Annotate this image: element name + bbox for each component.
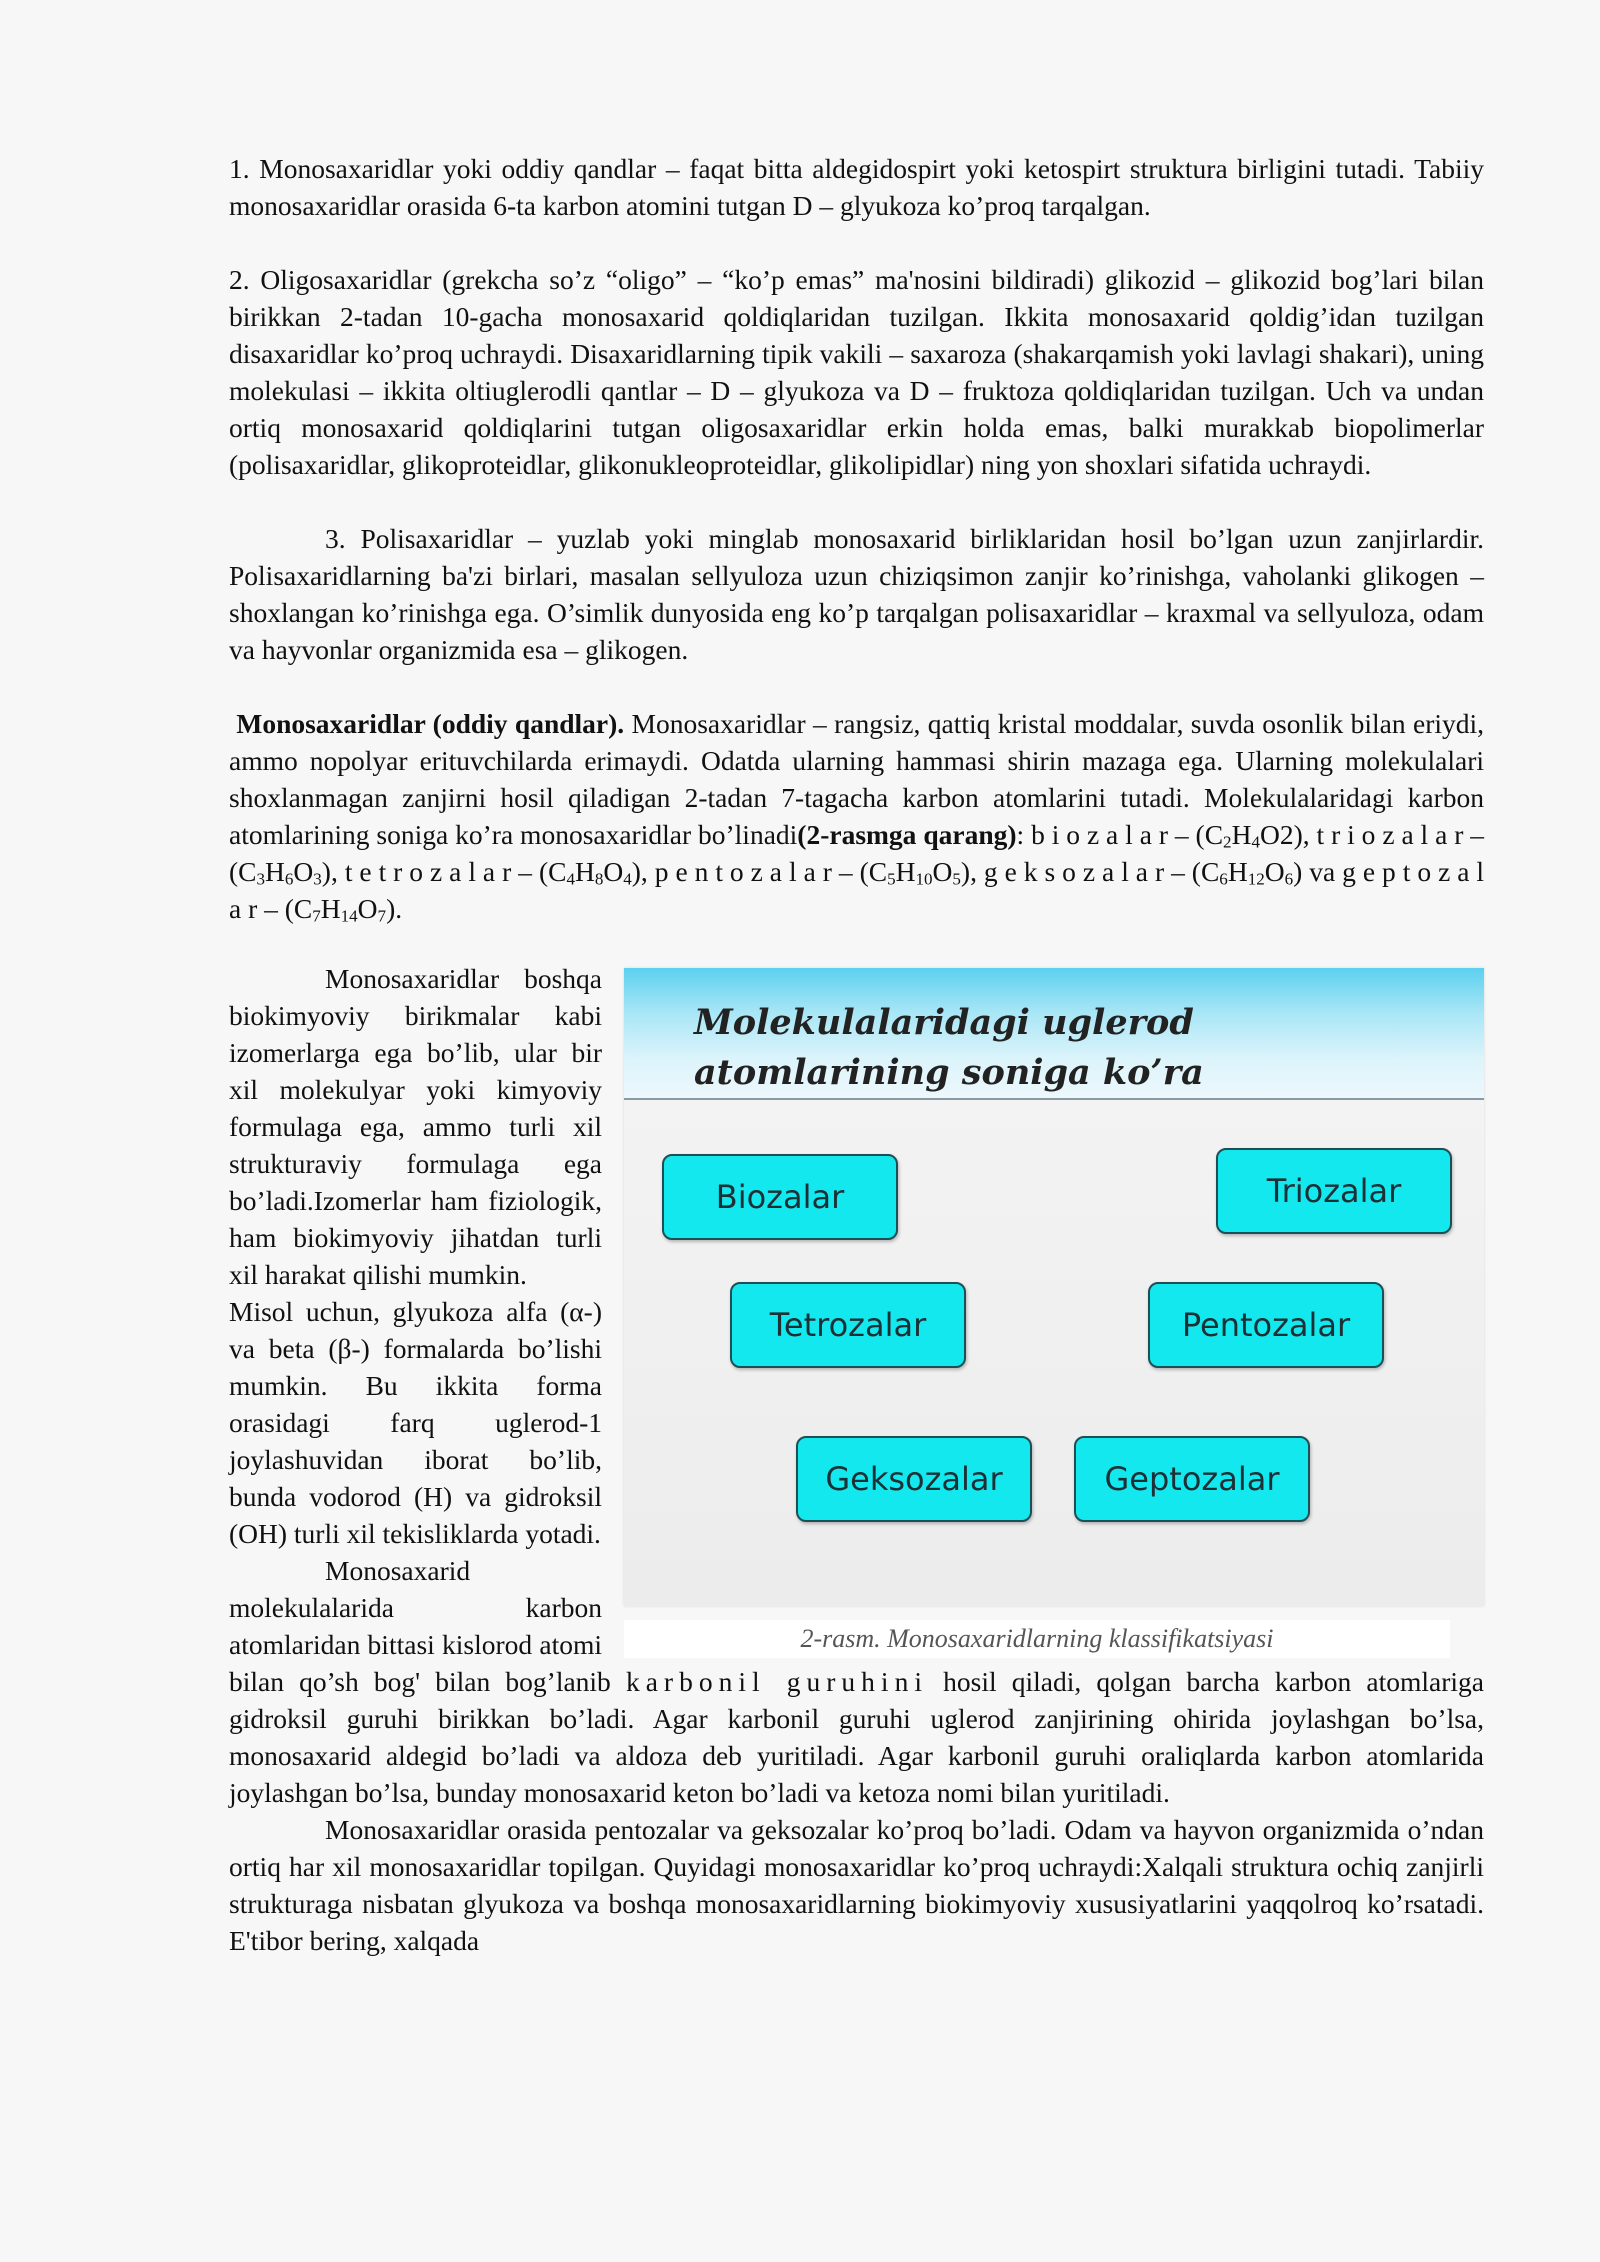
paragraph-alpha-beta: Misol uchun, glyukoza alfa (α-) va beta (β-) formalarda bo’lishi mumkin. Bu ikkita forma orasidagi farq uglerod-1 joylashuvidan iborat bo’lib, bunda vodorod (H) va gidroksil (OH) turli xil tekisliklarda yotadi. [229, 1296, 602, 1549]
document-body [229, 150, 1484, 1959]
class-triozalar: t r i o z a l a r [1316, 819, 1464, 850]
formula-geksozalar: $(C_6H_{12}O_6)$ [1191, 856, 1303, 889]
box-geksozalar: Geksozalar [796, 1436, 1032, 1522]
box-biozalar: Biozalar [662, 1154, 898, 1240]
class-geptozalar: g e p t o z a l a r [229, 856, 1485, 924]
section-heading: Monosaxaridlar (oddiy qandlar). [236, 708, 625, 739]
figure-image [624, 968, 1484, 1606]
paragraph-carbonyl: Monosaxarid molekulalarida karbon atomlaridan bittasi kislorod atomi bilan qo’sh bog' bilan bog’lanib karbonil guruhini hosil qiladi, qolgan barcha karbon atomlariga gidroksil guruhi birikkan bo’ladi. Agar karbonil guruhi uglerod zanjirining ohirida joylashgan bo’lsa, monosaxarid aldegid bo’ladi va aldoza deb yuritiladi. Agar karbonil guruhi oraliqlarda karbon atomlarida joylashgan bo’lsa, bunday monosaxarid keton bo’ladi va ketoza nomi bilan yuritiladi. [229, 1555, 1484, 1808]
formula-triozalar: $(C_3H_6O_3)$ [229, 856, 331, 889]
box-geptozalar: Geptozalar [1074, 1436, 1310, 1522]
paragraph-monosaccharides-section: Monosaxaridlar (oddiy qandlar). Monosaxaridlar – rangsiz, qattiq kristal moddalar, suvda osonlik bilan eriydi, ammo nopolyar erituvchilarda erimaydi. Odatda ularning hammasi shirin mazaga ega. Ularning molekulalari shoxlanmagan zanjirni hosil qiladigan 2-tadan 7-tagacha karbon atomlarini tutadi. Molekulalaridagi karbon atomlarining soniga ko’ra monosaxaridlar bo’linadi(2-rasmga qarang): b i o z a l a r – $(C_2H_4O2)$, t r i o z a l a r – $(C_3H_6O_3)$, t e t r o z a l a r – $(C_4H_8O_4)$, p e n t o z a l a r – $(C_5H_{10}O_5)$, g e k s o z a l a r – $(C_6H_{12}O_6)$ va g e p t o z a l a r – $(C_7H_{14}O_7)$. [229, 708, 1485, 926]
term-carbonyl-group: karbonil guruhini [625, 1666, 928, 1697]
paragraph-isomers: Monosaxaridlar boshqa biokimyoviy birikmalar kabi izomerlarga ega bo’lib, ular bir xil molekulyar yoki kimyoviy formulaga ega, ammo turli xil strukturaviy formulaga ega bo’ladi.Izomerlar ham fiziologik, ham biokimyoviy jihatdan turli xil harakat qilishi mumkin. [229, 963, 602, 1290]
paragraph-oligosaccharides: 2. Oligosaxaridlar (grekcha so’z “oligo” – “ko’p emas” ma'nosini bildiradi) glikozid – glikozid bog’lari bilan birikkan 2-tadan 10-gacha monosaxarid qoldiqlaridan tuzilgan. Ikkita monosaxarid qoldig’idan tuzilgan disaxaridlar ko’proq uchraydi. Disaxaridlarning tipik vakili – saxaroza (shakarqamish yoki lavlagi shakari), uning molekulasi – ikkita oltiuglerodli qantlar – D – glyukoza va D – fruktoza qoldiqlaridan tuzilgan. Uch va undan ortiq monosaxarid qoldiqlarini tutgan oligosaxaridlar erkin holda emas, balki murakkab biopolimerlar (polisaxaridlar, glikoproteidlar, glikonukleoproteidlar, glikolipidlar) ning yon shoxlari sifatida uchraydi. [229, 264, 1484, 480]
formula-biozalar: $(C_2H_4O2)$ [1195, 819, 1303, 852]
class-biozalar: b i o z a l a r [1031, 819, 1168, 850]
figure-classification [624, 968, 1484, 1658]
box-tetrozalar: Tetrozalar [730, 1282, 966, 1368]
formula-geptozalar: $(C_7H_{14}O_7)$ [284, 893, 396, 926]
box-triozalar: Triozalar [1216, 1148, 1452, 1234]
class-geksozalar: g e k s o z a l a r [983, 856, 1165, 887]
figure-caption: 2-rasm. Monosaxaridlarning klassifikatsiyasi [624, 1620, 1450, 1658]
formula-tetrozalar: $(C_4H_8O_4)$ [538, 856, 641, 889]
class-tetrozalar: t e t r o z a l a r [344, 856, 512, 887]
formula-pentozalar: $(C_5H_{10}O_5)$ [859, 856, 971, 889]
class-pentozalar: p e n t o z a l a r [654, 856, 832, 887]
figure-header [624, 968, 1484, 1100]
paragraph-polysaccharides: 3. Polisaxaridlar – yuzlab yoki minglab monosaxarid birliklaridan hosil bo’lgan uzun zanjirlardir. Polisaxaridlarning ba'zi birlari, masalan sellyuloza uzun chiziqsimon zanjir ko’rinishga, vaholanki glikogen – shoxlangan ko’rinishga ega. O’simlik dunyosida eng ko’p tarqalgan polisaxaridlar – kraxmal va sellyuloza, odam va hayvonlar organizmida esa – glikogen. [229, 523, 1484, 665]
paragraph-pentoses-hexoses: Monosaxaridlar orasida pentozalar va geksozalar ko’proq bo’ladi. Odam va hayvon organizmida o’ndan ortiq har xil monosaxaridlar topilgan. Quyidagi monosaxaridlar ko’proq uchraydi:Xalqali struktura ochiq zanjirli strukturaga nisbatan glyukoza va boshqa monosaxaridlarning biokimyoviy xususiyatlarini yaqqolroq ko’rsatadi. E'tibor bering, xalqada [229, 1814, 1484, 1956]
box-pentozalar: Pentozalar [1148, 1282, 1384, 1368]
figure-reference: (2-rasmga qarang) [797, 819, 1017, 850]
figure-title: Molekulalaridagi uglerod atomlarining soniga ko’ra [694, 1002, 1204, 1093]
paragraph-monosaccharides-intro: 1. Monosaxaridlar yoki oddiy qandlar – faqat bitta aldegidospirt yoki ketospirt struktura birligini tutadi. Tabiiy monosaxaridlar orasida 6-ta karbon atomini tutgan D – glyukoza ko’proq tarqalgan. [229, 153, 1484, 221]
